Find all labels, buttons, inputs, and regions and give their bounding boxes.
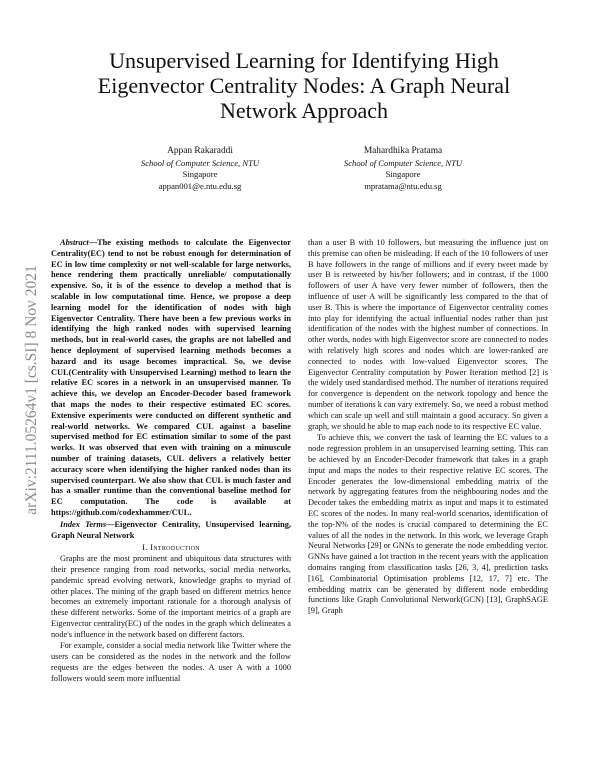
author-email: appan001@e.ntu.edu.sg (158, 180, 242, 191)
arxiv-identifier: arXiv:2111.05264v1 [cs.SI] 8 Nov 2021 (23, 265, 40, 515)
author-block-2 (308, 146, 498, 192)
author-block-1 (105, 146, 295, 192)
author-location: Singapore (182, 169, 218, 180)
body-paragraph: For example, consider a social media network like Twitter where the users can be considered as the nodes in the network and the follow requests are the edges between the nodes. A user A with a 1000 followers would seem more influential (51, 641, 291, 683)
author-affiliation: School of Computer Science, NTU (140, 157, 260, 168)
abstract (51, 238, 291, 519)
right-column (308, 238, 548, 617)
body-paragraph: To achieve this, we convert the task of learning the EC values to a node regression problem in an unsupervised learning setting. This can be achieved by an Encoder-Decoder framework that takes in a graph input and maps the nodes to their respective relative EC scores. The Encoder generates the low-dimensional embedding matrix of the network by aggregating features from the neighbouring nodes and the Decoder takes the embedding matrix as input and maps it to estimated EC scores of the nodes. In many real-world scenarios, identification of the top-N% of the nodes is crucial compared to determining the EC values of all the nodes in the network. In this work, we leverage Graph Neural Networks [29] or GNNs to generate the node embedding vector. GNNs have gained a lot traction in the recent years with the application domains ranging from classification tasks [26, 3, 4], prediction tasks [16], Combinatorial Optimisation problems [12, 17, 7] etc. The embedding matrix can be generated by different node embedding functions like Graph Convolutional Network(GCN) [13], GraphSAGE [9], Graph (308, 433, 548, 616)
author-name: Appan Rakaraddi (167, 146, 233, 156)
left-column (51, 238, 291, 685)
author-email: mpratama@ntu.edu.sg (364, 180, 442, 191)
abstract-text: —The existing methods to calculate the Eigenvector Centrality(EC) tend to not be robust enough for determination of EC in low time complexity or not well-scalable for large networks, hence rendering them practically unreliable/ computationally expensive. So, it is of the essence to develop a method that is scalable in low computational time. Hence, we propose a deep learning model for the identification of nodes with high Eigenvector Centrality. There have been a few previous works in identifying the high ranked nodes with supervised learning methods, but in real-world cases, the graphs are not labelled and hence deployment of supervised learning methods becomes a hazard and its usage becomes impractical. So, we devise CUL(Centrality with Unsupervised Learning) method to learn the relative EC scores in a network in an unsupervised manner. To achieve this, we develop an Encoder-Decoder based framework that maps the nodes to their respective estimated EC scores. Extensive experiments were conducted on different synthetic and real-world networks. We compared CUL against a baseline supervised method for EC estimation similar to some of the past works. It was observed that even with training on a minuscule number of training datasets, CUL delivers a relatively better accuracy score when identifying the higher ranked nodes than its supervised counterpart. We also show that CUL is much faster and has a smaller runtime than the conventional baseline method for EC computation. The code is available at https://github.com/codexhammer/CUL. (51, 238, 291, 517)
body-paragraph: than a user B with 10 followers, but measuring the influence just on this premise can often be misleading. If each of the 10 followers of user B have followers in the range of millions and if every tweet made by user B is retweeted by his/her followers; and in contrast, if the 1000 followers of user A have very fewer number of followers, then the influence of user A will be significantly less compared to the that of user B. This is where the importance of Eigenvector centrality comes into play for identifying the actual influential nodes rather than just identification of the nodes with the highest number of connections. In other words, nodes with high Eigenvector score are connected to nodes with relatively high scores and nodes which are lower-ranked are connected to nodes with low-valued Eigenvector scores. The Eigenvector Centrality computation by Power Iteration method [2] is the widely used standardised method. The number of iterations required for convergence is dependent on the network topology and hence the number of iterations k can vary extremely. So, we need a robust method which can scale up well and still maintain a good accuracy. So given a graph, we should be able to map each node to its respective EC value. (308, 238, 548, 431)
arxiv-sidebar (22, 205, 42, 575)
index-terms (51, 520, 291, 542)
abstract-label: Abstract (60, 238, 89, 247)
author-location: Singapore (385, 169, 421, 180)
author-affiliation: School of Computer Science, NTU (343, 157, 463, 168)
index-terms-label: Index Terms (60, 519, 107, 529)
body-paragraph: Graphs are the most prominent and ubiquitous data structures with their presence ranging from road networks, social media networks, pandemic spread evolving network, knowledge graphs to myriad of other places. The mining of the graph based on different metrics hence becomes an extremely important rationale for a thorough analysis of these different networks. Some of the important metrics of a graph are Eigenvector centrality(EC) of the nodes in the graph which delineates a node's influence in the network based on different factors. (51, 554, 291, 639)
index-terms-text: —Eigenvector Centrality, Unsupervised learning, Graph Neural Network (51, 519, 291, 540)
paper-title: Unsupervised Learning for Identifying High Eigenvector Centrality Nodes: A Graph Neural Network Approach (97, 48, 511, 123)
author-name: Mahardhika Pratama (363, 146, 443, 156)
section-heading: I. Introduction (142, 542, 200, 553)
